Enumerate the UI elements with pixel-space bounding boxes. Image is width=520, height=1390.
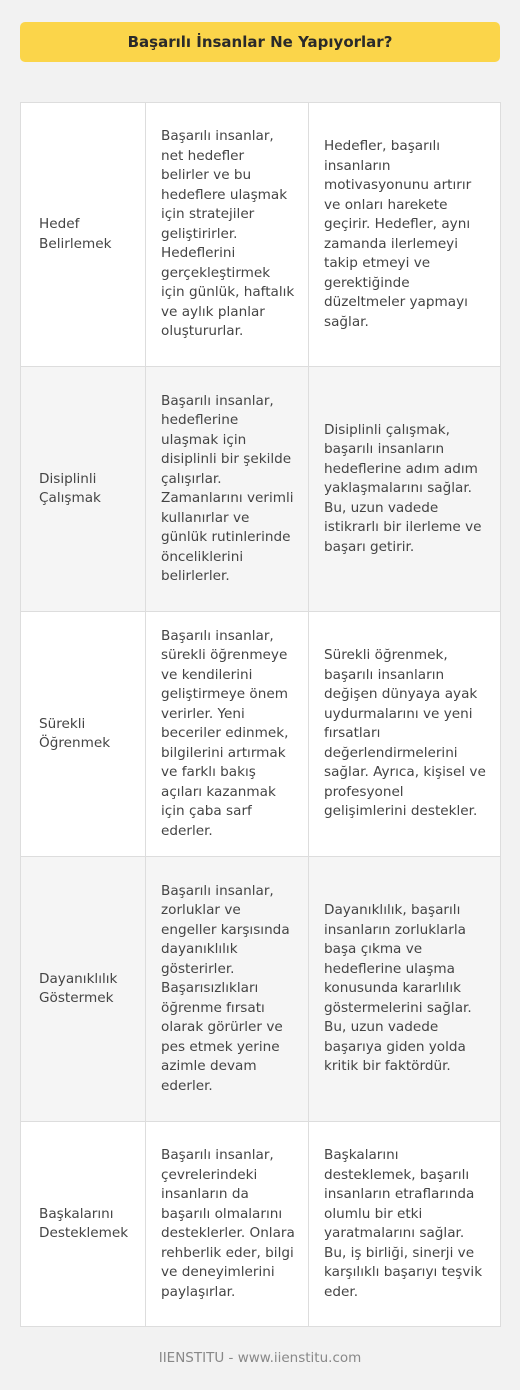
row-benefit: Sürekli öğrenmek, başarılı insanların değişen dünyaya ayak uydurmalarını ve yeni fırsatları değerlendirmelerini sağlar. Ayrıca, kişisel ve profesyonel gelişimlerini destekler.	[309, 612, 501, 857]
row-description: Başarılı insanlar, çevrelerindeki insanların da başarılı olmalarını desteklerler. Onlara rehberlik eder, bilgi ve deneyimlerini paylaşırlar.	[146, 1122, 309, 1327]
row-label: Disiplinli Çalışmak	[21, 367, 146, 612]
row-label: Başkalarını Desteklemek	[21, 1122, 146, 1327]
table-row	[21, 367, 501, 612]
row-description: Başarılı insanlar, sürekli öğrenmeye ve kendilerini geliştirmeye önem verirler. Yeni beceriler edinmek, bilgilerini artırmak ve farklı bakış açıları kazanmak için çaba sarf ederler.	[146, 612, 309, 857]
table-row	[21, 857, 501, 1122]
row-description: Başarılı insanlar, zorluklar ve engeller karşısında dayanıklılık gösterirler. Başarısızlıkları öğrenme fırsatı olarak görürler ve pes etmek yerine azimle devam ederler.	[146, 857, 309, 1122]
page-title: Başarılı İnsanlar Ne Yapıyorlar?	[20, 22, 500, 62]
table-row	[21, 103, 501, 367]
footer-credit: IIENSTITU - www.iienstitu.com	[158, 1350, 362, 1366]
habits-table	[20, 102, 501, 1327]
row-benefit: Disiplinli çalışmak, başarılı insanların hedeflerine adım adım yaklaşmalarını sağlar. Bu, uzun vadede istikrarlı bir ilerleme ve başarı getirir.	[309, 367, 501, 612]
table-row	[21, 1122, 501, 1327]
row-description: Başarılı insanlar, hedeflerine ulaşmak için disiplinli bir şekilde çalışırlar. Zamanlarını verimli kullanırlar ve günlük rutinlerinde önceliklerini belirlerler.	[146, 367, 309, 612]
row-benefit: Başkalarını desteklemek, başarılı insanların etraflarında olumlu bir etki yaratmalarını sağlar. Bu, iş birliği, sinerji ve karşılıklı başarıyı teşvik eder.	[309, 1122, 501, 1327]
row-benefit: Dayanıklılık, başarılı insanların zorluklarla başa çıkma ve hedeflerine ulaşma konusunda kararlılık göstermelerini sağlar. Bu, uzun vadede başarıya giden yolda kritik bir faktördür.	[309, 857, 501, 1122]
row-label: Dayanıklılık Göstermek	[21, 857, 146, 1122]
row-description: Başarılı insanlar, net hedefler belirler ve bu hedeflere ulaşmak için stratejiler geliştirirler. Hedeflerini gerçekleştirmek için günlük, haftalık ve aylık planlar oluştururlar.	[146, 103, 309, 367]
row-benefit: Hedefler, başarılı insanların motivasyonunu artırır ve onları harekete geçirir. Hedefler, aynı zamanda ilerlemeyi takip etmeyi ve gerektiğinde düzeltmeler yapmayı sağlar.	[309, 103, 501, 367]
row-label: Sürekli Öğrenmek	[21, 612, 146, 857]
habits-table-container	[20, 102, 500, 1327]
table-row	[21, 612, 501, 857]
row-label: Hedef Belirlemek	[21, 103, 146, 367]
